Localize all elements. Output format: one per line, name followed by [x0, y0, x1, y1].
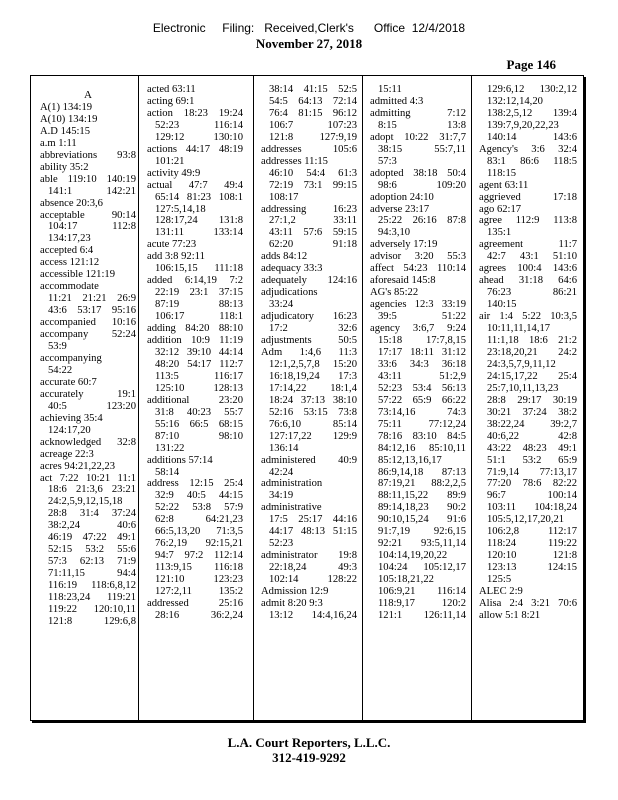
index-entry-line: 71:9,14 77:13,17 [487, 466, 577, 478]
index-entry-line: admit 8:20 9:3 [261, 597, 323, 609]
index-entry-line: 51:1 53:2 65:9 [487, 454, 577, 466]
index-frame [30, 75, 584, 721]
index-entry-line: 94:7 97:2 112:14 [155, 550, 243, 562]
index-entry-line: allow 5:1 8:21 [479, 609, 541, 621]
index-entry-line: 18:6 21:3,6 23:21 [48, 484, 136, 496]
index-entry-line: 102:14 128:22 [269, 574, 357, 586]
index-entry-line: 73:14,16 74:3 [378, 406, 466, 418]
index-entry-line: 55:16 66:5 68:15 [155, 418, 243, 430]
index-entry-line: 140:14 143:6 [487, 131, 577, 143]
index-entry-line: Admission 12:9 [261, 586, 329, 598]
index-column-2 [147, 84, 243, 622]
index-entry-line: 15:11 [378, 84, 402, 95]
index-column-5 [479, 84, 577, 622]
index-entry-line: 17:14,22 18:1,4 [269, 382, 357, 394]
index-entry-line: AG's 85:22 [370, 287, 419, 299]
index-entry-line: 43:11 51:2,9 [378, 370, 466, 382]
index-entry-line: A.D 145:15 [40, 125, 91, 137]
index-entry-line: 62:20 91:18 [269, 239, 357, 251]
index-entry-line: 48:20 54:17 112:7 [155, 358, 243, 370]
index-entry-line: 17:5 25:17 44:16 [269, 514, 357, 526]
index-entry-line: added 6:14,19 7:2 [147, 275, 243, 287]
index-entry-line: 12:1,2,5,7,8 15:20 [269, 358, 357, 370]
index-entry-line: 72:19 73:1 99:15 [269, 179, 357, 191]
index-entry-line: accessible 121:19 [40, 269, 116, 281]
index-entry-line: aforesaid 145:8 [370, 275, 436, 287]
index-entry-line: accompanying [40, 352, 102, 364]
index-entry-line: 22:19 23:1 37:15 [155, 287, 243, 299]
index-entry-line: 87:19,21 88:2,2,5 [378, 478, 466, 490]
index-entry-line: add 3:8 92:11 [147, 251, 205, 263]
index-entry-line: ahead 31:18 64:6 [479, 275, 577, 287]
index-entry-line: 52:23 [269, 538, 294, 550]
index-entry-line: accurate 60:7 [40, 376, 97, 388]
filing-date: November 27, 2018 [255, 36, 363, 51]
index-entry-line: 10:11,11,14,17 [487, 323, 551, 335]
index-entry-line: acceptable 90:14 [40, 209, 136, 221]
index-entry-line: 52:23 116:14 [155, 119, 243, 131]
index-entry-line: 90:10,15,24 91:6 [378, 514, 466, 526]
index-entry-line: 136:14 [269, 442, 299, 454]
index-entry-line: 139:7,9,20,22,23 [487, 119, 559, 131]
index-entry-line: accompanied 10:16 [40, 317, 136, 329]
index-entry-line: 40:5 123:20 [48, 400, 136, 412]
index-entry-line: 85:12,13,16,17 [378, 454, 442, 466]
index-entry-line: 134:17,23 [48, 233, 91, 245]
index-entry-line: 27:1,2 33:11 [269, 215, 357, 227]
index-entry-line: 75:11 77:12,24 [378, 418, 466, 430]
index-entry-line: additions 57:14 [147, 454, 213, 466]
index-entry-line: 46:19 47:22 49:1 [48, 532, 136, 544]
index-entry-line: 43:11 57:6 59:15 [269, 227, 357, 239]
index-entry-line: 58:14 [155, 466, 180, 478]
index-entry-line: 24:15,17,22 25:4 [487, 370, 577, 382]
index-entry-line: 121:8 127:9,19 [269, 131, 357, 143]
index-entry-line: 127:2,11 135:2 [155, 586, 243, 598]
index-entry-line: 88:11,15,22 89:9 [378, 490, 466, 502]
index-entry-line: A(10) 134:19 [40, 113, 98, 125]
index-entry-line: 121:8 129:6,8 [48, 615, 136, 627]
index-entry-line: agencies 12:3 33:19 [370, 299, 466, 311]
index-entry-line: adequately 124:16 [261, 275, 357, 287]
index-entry-line: 38:2,24 40:6 [48, 520, 136, 532]
index-entry-line: 34:19 [269, 490, 294, 502]
index-entry-line: 141:1 142:21 [48, 185, 136, 197]
index-entry-line: act 7:22 10:21 11:1 [40, 472, 136, 484]
column-divider [253, 76, 254, 720]
index-entry-line: 116:19 118:6,8,12 [48, 580, 136, 592]
index-entry-line: 65:14 81:23 108:1 [155, 191, 243, 203]
index-entry-line: ALEC 2:9 [479, 586, 523, 598]
index-entry-line: admitting 7:12 [370, 107, 466, 119]
index-entry-line: 54:5 64:13 72:14 [269, 95, 357, 107]
index-entry-line: activity 49:9 [147, 167, 201, 179]
index-entry-line: 38:15 55:7,11 [378, 143, 466, 155]
index-entry-line: adversely 17:19 [370, 239, 438, 251]
index-entry-line: 23:18,20,21 24:2 [487, 346, 577, 358]
index-entry-line: 76:6,10 85:14 [269, 418, 357, 430]
index-entry-line: 76:2,19 92:15,21 [155, 538, 243, 550]
index-entry-line: 131:22 [155, 442, 185, 454]
index-entry-line: 86:9,14,18 87:13 [378, 466, 466, 478]
index-entry-line: 89:14,18,23 90:2 [378, 502, 466, 514]
index-entry-line: 127:17,22 129:9 [269, 430, 357, 442]
index-entry-line: acute 77:23 [147, 239, 197, 251]
index-entry-line: 106:9,21 116:14 [378, 586, 466, 598]
index-entry-line: agent 63:11 [479, 179, 529, 191]
index-entry-line: 28:16 36:2,24 [155, 609, 243, 621]
index-entry-line: a.m 1:11 [40, 137, 77, 149]
index-entry-line: 87:10 98:10 [155, 430, 243, 442]
index-entry-line: 106:15,15 111:18 [155, 263, 243, 275]
index-entry-line: adjustments 50:5 [261, 335, 357, 347]
index-entry-line: able 119:10 140:19 [40, 173, 136, 185]
index-entry-line: adoption 24:10 [370, 191, 434, 203]
index-entry-line: 124:17,20 [48, 424, 91, 436]
index-entry-line: adds 84:12 [261, 251, 308, 263]
index-entry-line: administrative [261, 502, 322, 514]
index-entry-line: Alisa 2:4 3:21 70:6 [479, 597, 577, 609]
index-entry-line: 87:19 88:13 [155, 299, 243, 311]
index-column-1 [40, 90, 136, 628]
index-entry-line: admitted 4:3 [370, 95, 424, 107]
index-entry-line: 46:10 54:4 61:3 [269, 167, 357, 179]
index-entry-line: advisor 3:20 55:3 [370, 251, 466, 263]
index-entry-line: 24:2,5,9,12,15,18 [48, 496, 123, 508]
index-entry-line: acreage 22:3 [40, 448, 94, 460]
index-entry-line: administered 40:9 [261, 454, 357, 466]
index-entry-line: 17:17 18:11 31:12 [378, 346, 466, 358]
index-entry-line: 104:24 105:12,17 [378, 562, 466, 574]
index-entry-line: 138:2,5,12 139:4 [487, 107, 577, 119]
index-entry-line: 57:3 [378, 155, 397, 167]
index-entry-line: accurately 19:1 [40, 388, 136, 400]
footer-phone: 312-419-9292 [272, 750, 346, 765]
index-entry-line: 38:14 41:15 52:5 [269, 84, 357, 95]
index-entry-line: accommodate [40, 281, 99, 293]
index-entry-line: accepted 6:4 [40, 245, 94, 257]
index-entry-line: 22:18,24 49:3 [269, 562, 357, 574]
index-entry-line: access 121:12 [40, 257, 100, 269]
index-entry-line: 39:5 51:22 [378, 311, 466, 323]
index-entry-line: adequacy 33:3 [261, 263, 323, 275]
index-entry-line: 57:22 65:9 66:22 [378, 394, 466, 406]
index-entry-line: 131:11 133:14 [155, 227, 243, 239]
index-entry-line: affect 54:23 110:14 [370, 263, 466, 275]
index-entry-line: 62:8 64:21,23 [155, 514, 243, 526]
index-entry-line: 24:3,5,7,9,11,12 [487, 358, 556, 370]
index-entry-line: abbreviations 93:8 [40, 149, 136, 161]
index-entry-line: 13:12 14:4,16,24 [269, 609, 357, 621]
index-entry-line: 119:22 120:10,11 [48, 603, 136, 615]
index-entry-line: 31:8 40:23 55:7 [155, 406, 243, 418]
index-entry-line: 38:22,24 39:2,7 [487, 418, 577, 430]
index-entry-line: 28:8 29:17 30:19 [487, 394, 577, 406]
index-entry-line: 94:3,10 [378, 227, 411, 239]
index-entry-line: adding 84:20 88:10 [147, 323, 243, 335]
index-entry-line: 129:12 130:10 [155, 131, 243, 143]
index-entry-line: 104:17 112:8 [48, 221, 136, 233]
index-entry-line: 54:22 [48, 364, 73, 376]
index-entry-line: acting 69:1 [147, 95, 195, 107]
index-entry-line: acres 94:21,22,23 [40, 460, 116, 472]
index-entry-line: adverse 23:17 [370, 203, 430, 215]
index-entry-line: 43:22 48:23 49:1 [487, 442, 577, 454]
page-number: Page 146 [506, 57, 556, 72]
index-entry-line: adjudicatory 16:23 [261, 311, 357, 323]
index-entry-line: 83:1 86:6 118:5 [487, 155, 577, 167]
index-entry-line: 52:16 53:15 73:8 [269, 406, 357, 418]
index-entry-line: ago 62:17 [479, 203, 522, 215]
index-entry-line: 28:8 31:4 37:24 [48, 508, 136, 520]
index-entry-line: 105:5,12,17,20,21 [487, 514, 565, 526]
index-entry-line: aggrieved 17:18 [479, 191, 577, 203]
index-entry-line: 11:21 21:21 26:9 [48, 293, 136, 305]
index-entry-line: 77:20 78:6 82:22 [487, 478, 577, 490]
index-entry-line: 32:12 39:10 44:14 [155, 346, 243, 358]
index-entry-line: actions 44:17 48:19 [147, 143, 243, 155]
index-entry-line: 125:5 [487, 574, 512, 586]
index-entry-line: absence 20:3,6 [40, 197, 103, 209]
index-entry-line: adjudications [261, 287, 318, 299]
index-entry-line: 132:12,14,20 [487, 95, 543, 107]
index-entry-line: 17:2 32:6 [269, 323, 357, 335]
index-entry-line: 104:14,19,20,22 [378, 550, 448, 562]
index-entry-line: 140:15 [487, 299, 517, 311]
index-entry-line: 113:9,15 116:18 [155, 562, 243, 574]
index-entry-line: 118:24 119:22 [487, 538, 577, 550]
index-entry-line: 30:21 37:24 38:2 [487, 406, 577, 418]
index-entry-line: 125:10 128:13 [155, 382, 243, 394]
index-entry-line: 76:23 86:21 [487, 287, 577, 299]
index-entry-line: administrator 19:8 [261, 550, 357, 562]
index-entry-line: 44:17 48:13 51:15 [269, 526, 357, 538]
index-entry-line: administration [261, 478, 323, 490]
index-entry-line: additional 23:20 [147, 394, 243, 406]
index-entry-line: 78:16 83:10 84:5 [378, 430, 466, 442]
index-entry-line: 71:11,15 94:4 [48, 568, 136, 580]
index-entry-line: 52:15 53:2 55:6 [48, 544, 136, 556]
index-entry-line: 84:12,16 85:10,11 [378, 442, 466, 454]
index-entry-line: 15:18 17:7,8,15 [378, 335, 466, 347]
index-entry-line: actual 47:7 49:4 [147, 179, 243, 191]
index-entry-line: 118:15 [487, 167, 517, 179]
index-entry-line: 121:10 123:23 [155, 574, 243, 586]
index-entry-line: agency 3:6,7 9:24 [370, 323, 466, 335]
column-divider [471, 76, 472, 720]
index-entry-line: 105:18,21,22 [378, 574, 434, 586]
index-entry-line: 16:18,19,24 17:3 [269, 370, 357, 382]
column-divider [362, 76, 363, 720]
index-entry-line: Agency's 3:6 32:4 [479, 143, 577, 155]
footer-company: L.A. Court Reporters, L.L.C. [227, 735, 391, 750]
index-entry-line: 42:7 43:1 51:10 [487, 251, 577, 263]
index-entry-line: 101:21 [155, 155, 185, 167]
index-entry-line: 11:1,18 18:6 21:2 [487, 335, 577, 347]
index-entry-line: achieving 35:4 [40, 412, 103, 424]
index-entry-line: Adm 1:4,6 11:3 [261, 346, 357, 358]
index-entry-line: accompany 52:24 [40, 329, 136, 341]
index-entry-line: agrees 100:4 143:6 [479, 263, 577, 275]
index-entry-line: addressed 25:16 [147, 597, 243, 609]
index-entry-line: 120:10 121:8 [487, 550, 577, 562]
index-entry-line: 42:24 [269, 466, 294, 478]
index-entry-line: acted 63:11 [147, 84, 196, 95]
index-entry-line: 113:5 116:17 [155, 370, 243, 382]
index-entry-line: addressing 16:23 [261, 203, 357, 215]
column-divider [138, 76, 139, 720]
index-entry-line: 57:3 62:13 71:9 [48, 556, 136, 568]
section-letter: A [84, 89, 92, 101]
index-entry-line: 123:13 124:15 [487, 562, 577, 574]
index-entry-line: 103:11 104:18,24 [487, 502, 577, 514]
index-entry-line: 52:23 53:4 56:13 [378, 382, 466, 394]
index-entry-line: adopt 10:22 31:7,7 [370, 131, 466, 143]
index-entry-line: 40:6,22 42:8 [487, 430, 577, 442]
index-entry-line: ability 35:2 [40, 161, 89, 173]
index-entry-line: 76:4 81:15 96:12 [269, 107, 357, 119]
index-entry-line: 25:7,10,11,13,23 [487, 382, 559, 394]
index-entry-line: 66:5,13,20 71:3,5 [155, 526, 243, 538]
index-entry-line: 91:7,19 92:6,15 [378, 526, 466, 538]
index-entry-line: addresses 11:15 [261, 155, 328, 167]
index-entry-line: 121:1 126:11,14 [378, 609, 466, 621]
index-entry-line: agreement 11:7 [479, 239, 577, 251]
index-entry-line: acknowledged 32:8 [40, 436, 136, 448]
index-entry-line: 108:17 [269, 191, 299, 203]
index-entry-line: address 12:15 25:4 [147, 478, 243, 490]
index-entry-line: air 1:4 5:22 10:3,5 [479, 311, 577, 323]
index-entry-line: 118:23,24 119:21 [48, 592, 136, 604]
index-entry-line: 33:6 34:3 36:18 [378, 358, 466, 370]
index-entry-line: action 18:23 19:24 [147, 107, 243, 119]
index-entry-line: agree 112:9 113:8 [479, 215, 577, 227]
index-entry-line: A(1) 134:19 [40, 101, 93, 113]
index-entry-line: 33:24 [269, 299, 294, 311]
index-entry-line: 53:9 [48, 341, 67, 353]
index-entry-line: 135:1 [487, 227, 512, 239]
index-entry-line: 32:9 40:5 44:15 [155, 490, 243, 502]
index-column-4 [370, 84, 466, 622]
index-entry-line: 128:17,24 131:8 [155, 215, 243, 227]
index-entry-line: 98:6 109:20 [378, 179, 466, 191]
index-entry-line: 96:7 100:14 [487, 490, 577, 502]
index-entry-line: 8:15 13:8 [378, 119, 466, 131]
index-entry-line: addition 10:9 11:19 [147, 335, 243, 347]
index-column-3 [261, 84, 357, 622]
index-entry-line: 52:22 53:8 57:9 [155, 502, 243, 514]
index-entry-line: 25:22 26:16 87:8 [378, 215, 466, 227]
index-entry-line: 106:2,8 112:17 [487, 526, 577, 538]
index-entry-line: 129:6,12 130:2,12 [487, 84, 577, 95]
index-entry-line: 18:24 37:13 38:10 [269, 394, 357, 406]
index-entry-line: 106:7 107:23 [269, 119, 357, 131]
index-entry-line: addresses 105:6 [261, 143, 357, 155]
index-entry-line: 118:9,17 120:2 [378, 597, 466, 609]
index-entry-line: adopted 38:18 50:4 [370, 167, 466, 179]
index-entry-line: 106:17 118:1 [155, 311, 243, 323]
index-entry-line: 127:5,14,18 [155, 203, 206, 215]
index-entry-line: 92:21 93:5,11,14 [378, 538, 466, 550]
index-entry-line: 43:6 53:17 95:16 [48, 305, 136, 317]
filing-stamp: Electronic Filing: Received,Clerk's Office 12/4/2018 [152, 21, 466, 35]
